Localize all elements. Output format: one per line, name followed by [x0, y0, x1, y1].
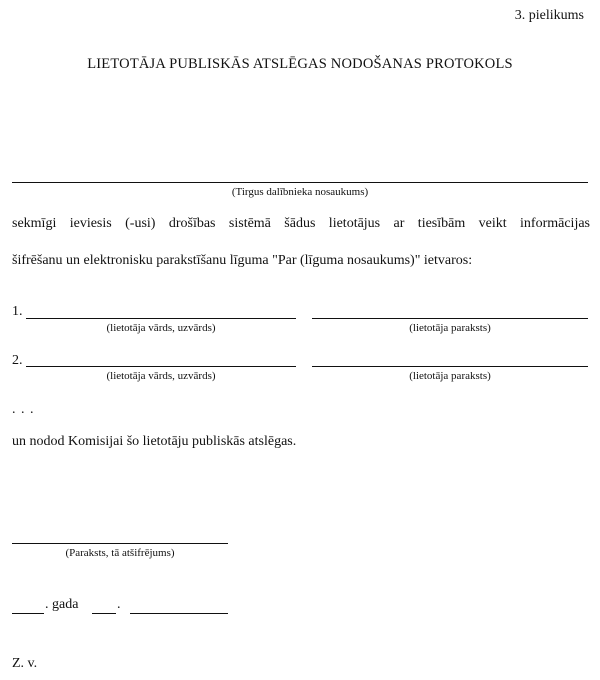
user-1-signature-caption: (lietotāja paraksts) — [409, 322, 491, 334]
participant-name-line — [12, 182, 588, 183]
user-2-name-line — [26, 366, 296, 367]
user-2-number: 2. — [12, 353, 23, 368]
user-1-signature-line — [312, 318, 588, 319]
user-2-signature-caption: (lietotāja paraksts) — [409, 370, 491, 382]
month-line — [130, 613, 228, 614]
user-1-name-caption: (lietotāja vārds, uzvārds) — [106, 322, 216, 334]
annex-label: 3. pielikums — [514, 8, 584, 23]
year-line — [12, 613, 44, 614]
ellipsis: . . . — [12, 402, 35, 417]
user-1-number: 1. — [12, 304, 23, 319]
day-dot: . — [117, 597, 121, 612]
intro-line-1: sekmīgi ieviesis (-usi) drošības sistēmā šādus lietotājus ar tiesībām veikt informācijas — [12, 216, 590, 231]
participant-caption: (Tirgus dalībnieka nosaukums) — [231, 186, 369, 198]
user-1-name-line — [26, 318, 296, 319]
day-line — [92, 613, 116, 614]
signature-line — [12, 543, 228, 544]
user-2-signature-line — [312, 366, 588, 367]
handover-text: un nodod Komisijai šo lietotāju publiskās atslēgas. — [12, 434, 297, 449]
intro-line-2: šifrēšanu un elektronisku parakstīšanu līguma "Par (līguma nosaukums)" ietvaros: — [12, 253, 473, 268]
user-2-name-caption: (lietotāja vārds, uzvārds) — [106, 370, 216, 382]
document-title: LIETOTĀJA PUBLISKĀS ATSLĒGAS NODOŠANAS PROTOKOLS — [87, 56, 513, 72]
signature-caption: (Paraksts, tā atšifrējums) — [65, 547, 175, 559]
seal-label: Z. v. — [12, 656, 38, 671]
year-suffix: . gada — [45, 597, 79, 612]
